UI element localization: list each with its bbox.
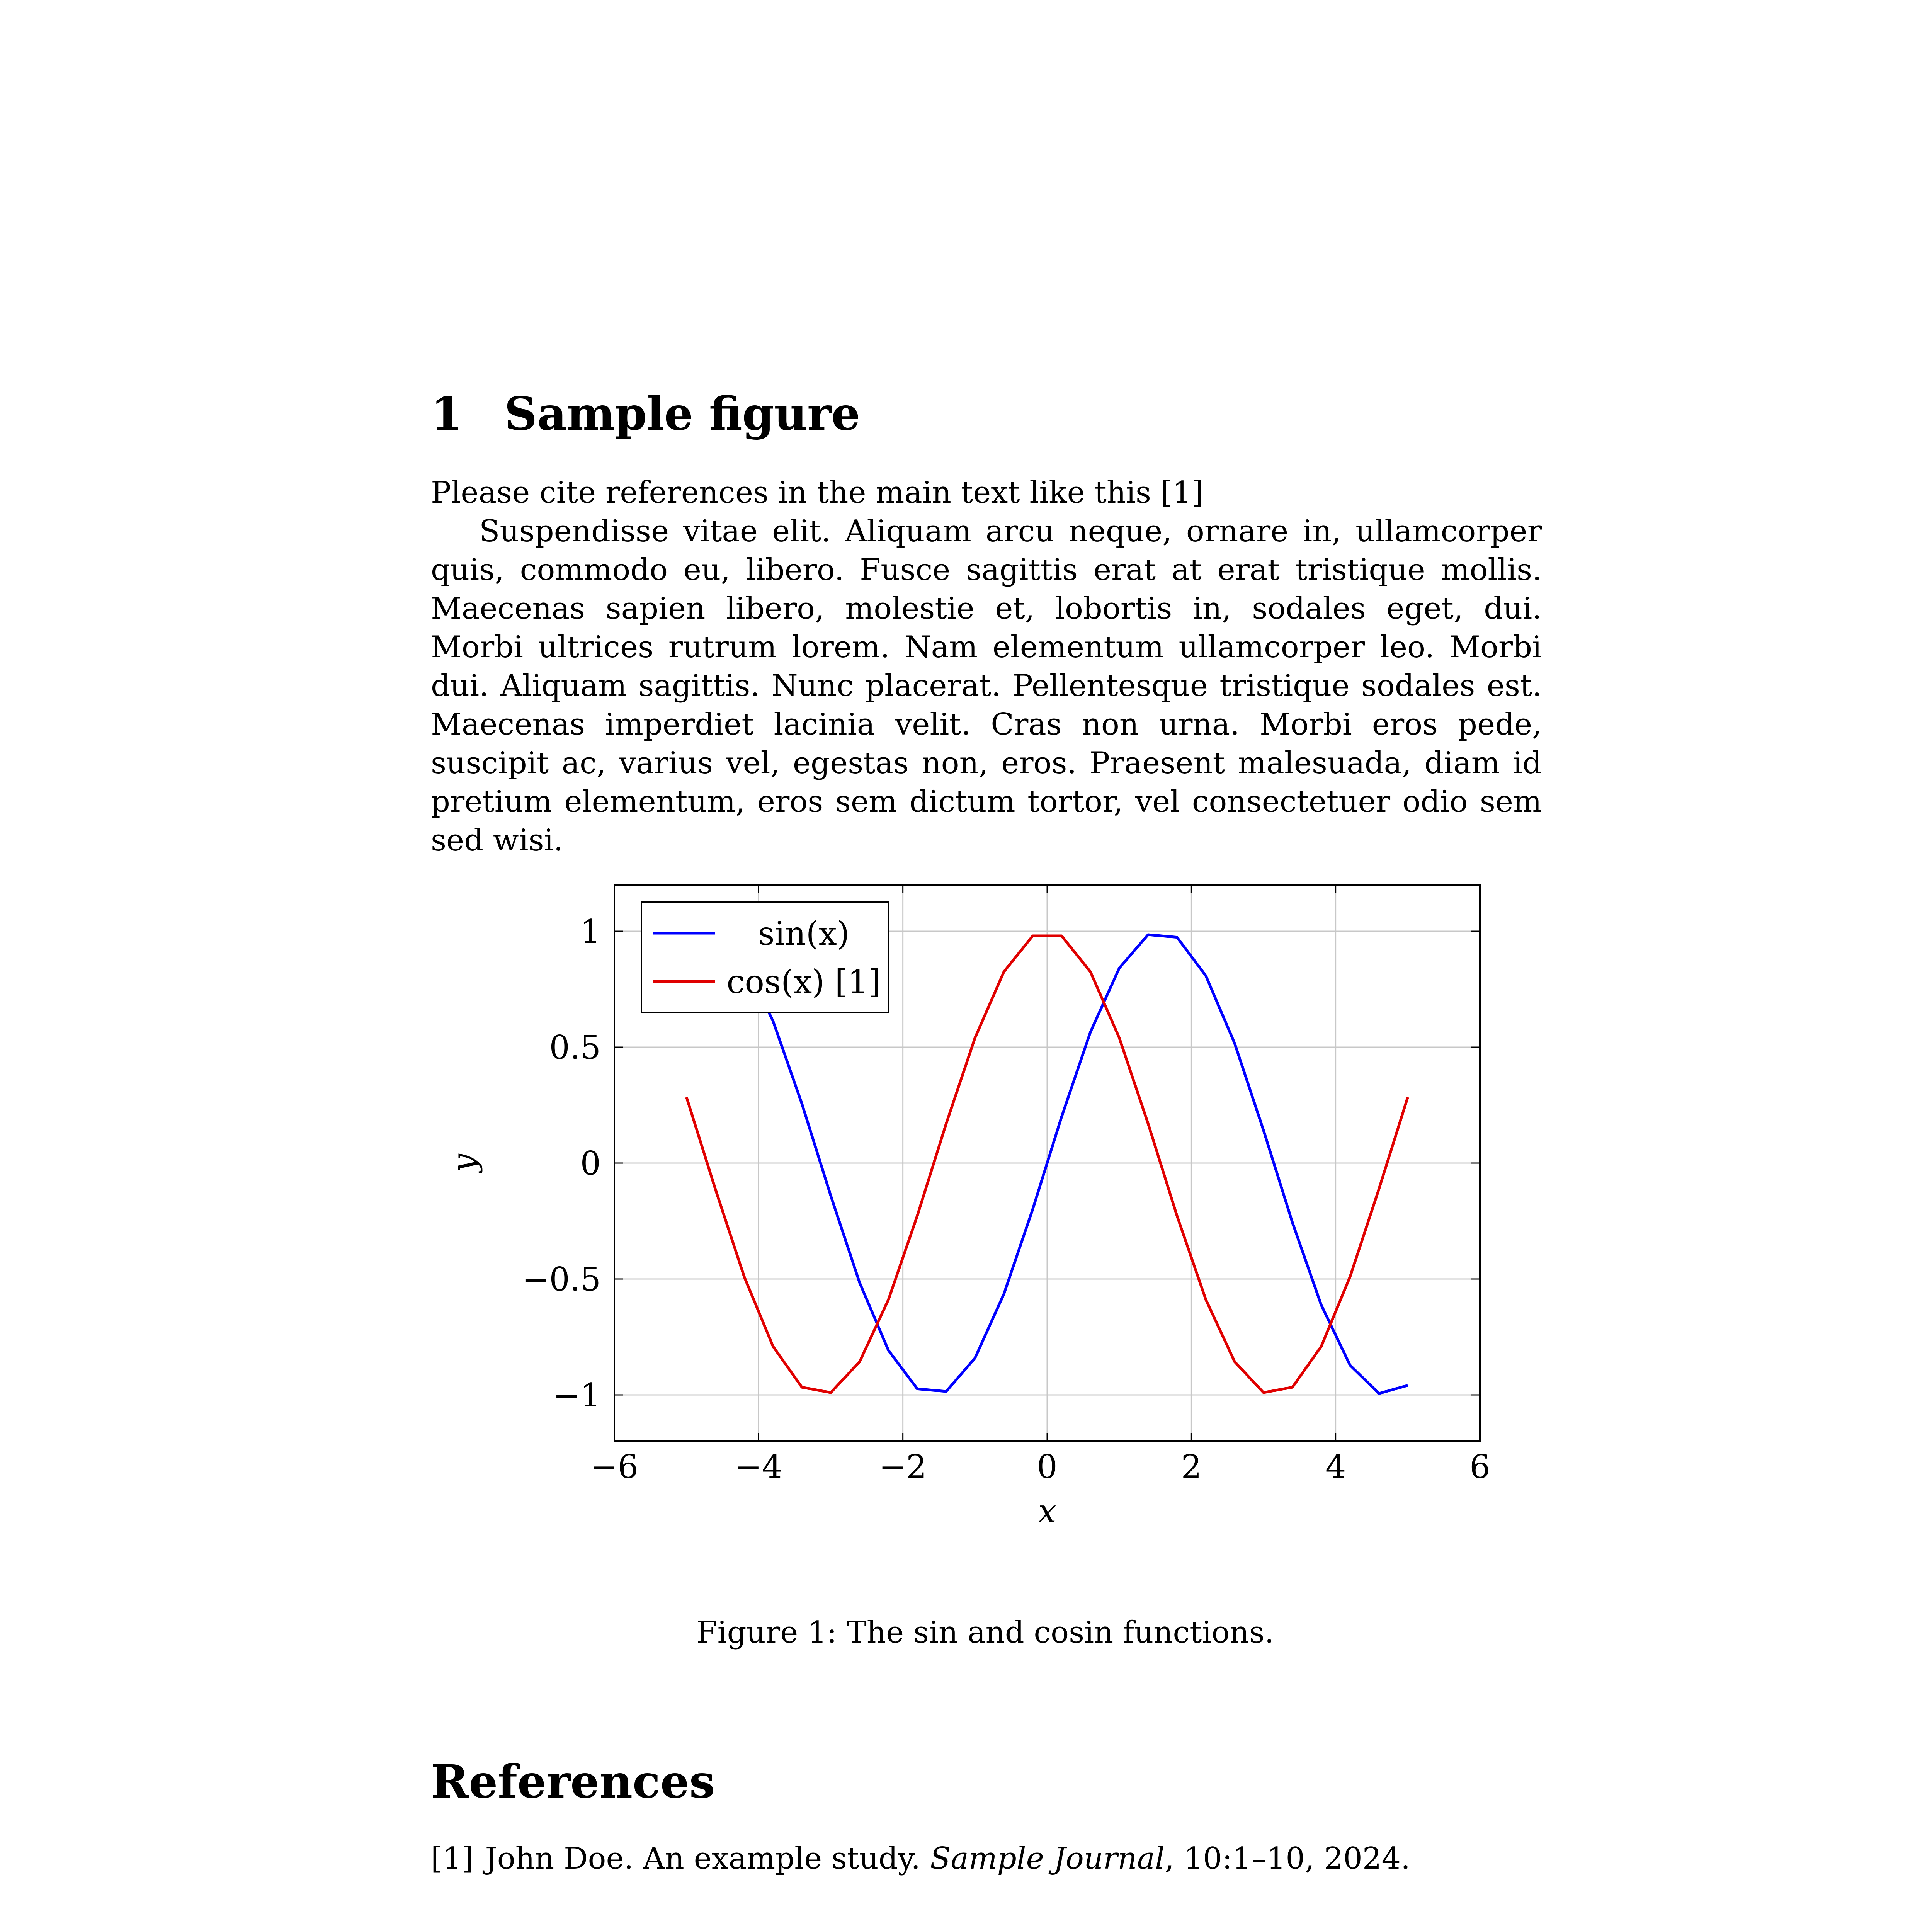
reference-label: [1] bbox=[431, 1841, 474, 1876]
x-tick-label: 6 bbox=[1469, 1448, 1490, 1486]
reference-journal: Sample Journal bbox=[930, 1841, 1165, 1876]
body-text bbox=[431, 473, 1542, 860]
reference-item bbox=[431, 1841, 1410, 1876]
y-tick-label: −0.5 bbox=[522, 1260, 601, 1298]
caption-label: Figure 1: bbox=[696, 1615, 837, 1650]
data-point bbox=[859, 1282, 860, 1283]
x-axis-label: x bbox=[1038, 1492, 1056, 1530]
body-paragraph: Suspendisse vitae elit. Aliquam arcu neque, ornare in, ullamcorper quis, commodo eu, libero. Fusce sagittis erat at erat tristique mollis. Maecenas sapien libero, molestie et, lobortis in, sodales eget, dui. Morbi ultrices rutrum lorem. Nam elementum ullamcorper leo. Morbi dui. Aliquam sagittis. Nunc placerat. Pellentesque tristique sodales est. Maecenas imperdiet lacinia velit. Cras non urna. Morbi eros pede, suscipit ac, varius vel, egestas non, eros. Praesent malesuada, diam id pretium elementum, eros sem dictum tortor, vel consectetuer odio sem sed wisi. bbox=[431, 514, 1542, 858]
chart-legend bbox=[641, 902, 889, 1012]
x-tick-label: 0 bbox=[1037, 1448, 1058, 1486]
x-tick-label: −4 bbox=[735, 1448, 783, 1486]
references-heading: References bbox=[431, 1755, 715, 1808]
caption-text: The sin and cosin functions. bbox=[846, 1615, 1274, 1650]
figure-chart bbox=[444, 866, 1546, 1542]
data-point bbox=[1292, 1222, 1293, 1223]
data-point bbox=[1292, 1387, 1293, 1388]
intro-line: Please cite references in the main text like this [1] bbox=[431, 475, 1204, 510]
x-tick-label: 2 bbox=[1181, 1448, 1202, 1486]
legend-label: cos(x) [1] bbox=[726, 963, 881, 1001]
legend-label: sin(x) bbox=[758, 915, 850, 952]
reference-author-title: John Doe. An example study. bbox=[485, 1841, 921, 1876]
section-heading bbox=[431, 386, 860, 441]
data-point bbox=[888, 1299, 889, 1300]
reference-details: , 10:1–10, 2024. bbox=[1165, 1841, 1410, 1876]
x-tick-label: −2 bbox=[879, 1448, 927, 1486]
section-number: 1 bbox=[431, 387, 463, 440]
y-tick-label: −1 bbox=[553, 1376, 601, 1414]
y-tick-label: 1 bbox=[580, 913, 601, 951]
x-tick-label: 4 bbox=[1325, 1448, 1346, 1486]
y-tick-label: 0 bbox=[580, 1145, 601, 1182]
y-tick-label: 0.5 bbox=[549, 1029, 601, 1066]
section-title: Sample figure bbox=[504, 387, 861, 440]
y-axis-label: y bbox=[445, 1154, 483, 1172]
x-tick-label: −6 bbox=[590, 1448, 638, 1486]
figure-caption bbox=[0, 1615, 1932, 1650]
